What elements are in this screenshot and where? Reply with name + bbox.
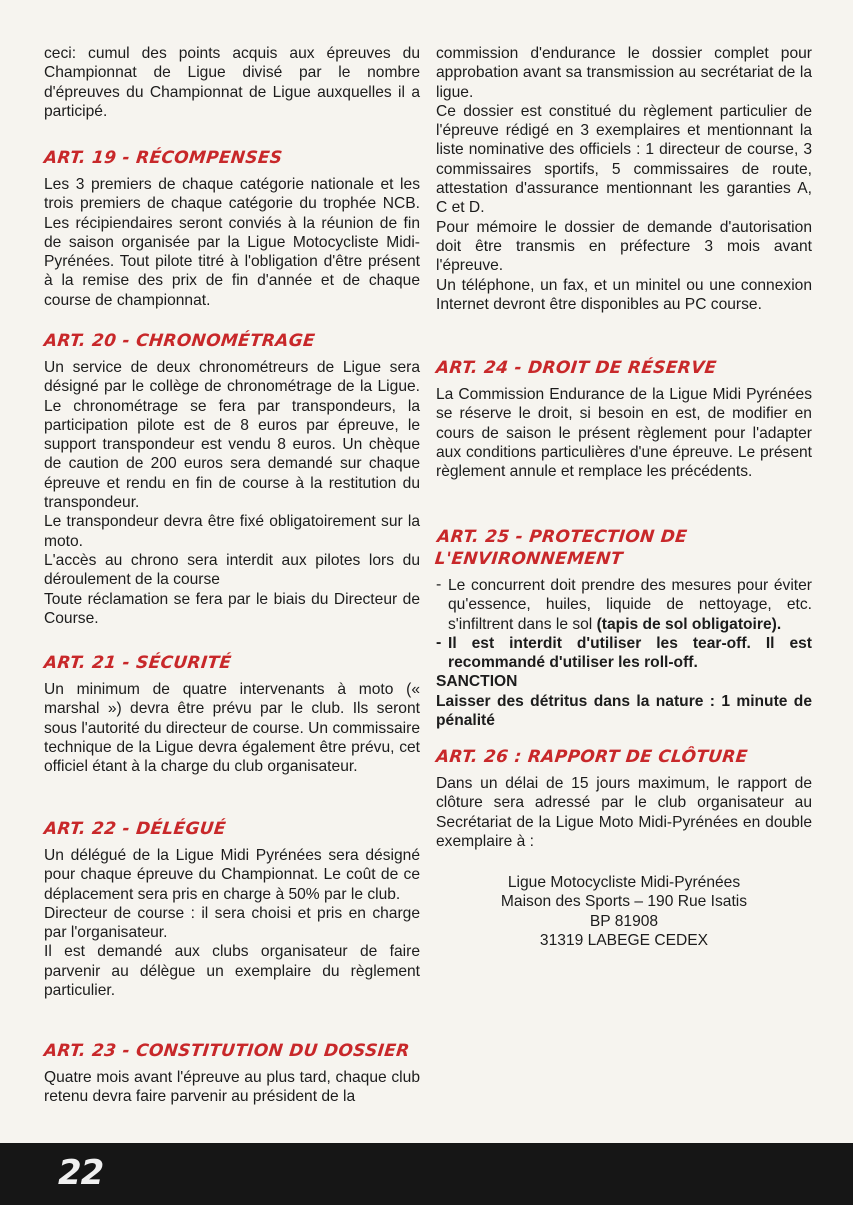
dash-bullet: - <box>436 633 442 651</box>
art19-text: Les 3 premiers de chaque catégorie nationale et les trois premiers de chaque catégorie du trophée NCB. Les récipiendaires seront conviés à la réunion de fin de saison organisée par la Ligue Motocycliste Midi-Pyrénées. Tout pilote titré à l'obligation d'être présent à la remise des prix de fin d'année et de chaque course de championnat. <box>44 176 420 309</box>
sanction-text <box>436 692 812 731</box>
art23-heading: ART. 23 - CONSTITUTION DU DOSSIER <box>42 1041 411 1061</box>
art23-p3: Pour mémoire le dossier de demande d'autorisation doit être transmis en préfecture 3 mois avant l'épreuve. <box>436 218 812 275</box>
address-line: Maison des Sports – 190 Rue Isatis <box>500 893 748 911</box>
art22-section <box>44 818 420 1000</box>
art26-heading: ART. 26 : RAPPORT DE CLÔTURE <box>434 747 749 767</box>
art24-heading: ART. 24 - DROIT DE RÉSERVE <box>434 358 718 378</box>
art25-item-1 <box>436 576 812 634</box>
art25-item-1-plain: Le concurrent doit prendre des mesures pour éviter qu'essence, huiles, liquide de nettoyage, etc. s'infiltrent dans le sol <box>448 577 812 633</box>
page-number: 22 <box>58 1153 104 1193</box>
address-line: BP 81908 <box>589 912 659 930</box>
intro-block <box>44 44 420 121</box>
art24-section <box>436 357 812 481</box>
art22-heading: ART. 22 - DÉLÉGUÉ <box>42 819 227 839</box>
art21-text: Un minimum de quatre intervenants à moto (« marshal ») devra être prévu par le club. Ils seront sous l'autorité du directeur de course. Un commissaire technique de la Ligue devra également être prévu, cet officiel étant à la charge du club organisateur. <box>44 681 420 776</box>
sanction-text-bold: Laisser des détritus dans la nature : 1 minute de pénalité <box>436 692 812 730</box>
art20-p2: Le transpondeur devra être fixé obligatoirement sur la moto. <box>44 513 420 550</box>
art25-item-2-bold: Il est interdit d'utiliser les tear-off. Il est recommandé d'utiliser les roll-off. <box>448 634 812 672</box>
sanction-label-text: SANCTION <box>436 673 518 691</box>
art23-continuation <box>436 44 812 314</box>
art25-heading: ART. 25 - PROTECTION DE L'ENVIRONNEMENT <box>433 527 689 569</box>
art20-p3: L'accès au chrono sera interdit aux pilotes lors du déroulement de la course <box>44 551 420 589</box>
art25-item-2 <box>436 634 812 673</box>
art19-heading: ART. 19 - RÉCOMPENSES <box>42 148 284 168</box>
art25-item-1-bold: (tapis de sol obligatoire). <box>596 615 782 633</box>
art25-section <box>433 526 812 730</box>
art21-section <box>44 652 420 776</box>
art20-p1: Un service de deux chronométreurs de Ligue sera désigné par le collège de chronométrage de la Ligue. Le chronométrage se fera par transpondeurs, la participation pilote est de 8 euros par épreuve, le support transpondeur est vendu 8 euros. Un chèque de caution de 200 euros sera demandé sur chaque épreuve et rendu en fin de course à la restitution du transpondeur. <box>44 359 420 512</box>
address-block <box>436 873 812 950</box>
art23-cont: commission d'endurance le dossier complet pour approbation avant sa transmission au secrétariat de la ligue. <box>436 45 812 101</box>
art23-text: Quatre mois avant l'épreuve au plus tard, chaque club retenu devra faire parvenir au président de la <box>44 1069 420 1106</box>
art21-heading: ART. 21 - SÉCURITÉ <box>42 653 233 673</box>
art20-heading: ART. 20 - CHRONOMÉTRAGE <box>42 331 316 351</box>
art25-item-1-text <box>448 576 812 634</box>
art25-item-2-text <box>448 634 812 673</box>
dash-bullet: - <box>436 576 442 593</box>
art22-p2: Directeur de course : il sera choisi et pris en charge par l'organisateur. <box>44 904 420 942</box>
art22-p1: Un délégué de la Ligue Midi Pyrénées sera désigné pour chaque épreuve du Championnat. Le coût de ce déplacement sera pris en charge à 50% par le club. <box>44 847 420 903</box>
art23-p2: Ce dossier est constitué du règlement particulier de l'épreuve rédigé en 3 exemplaires et mentionnant la liste nominative des officiels : 1 directeur de course, 3 commissaires sportifs, 5 commissaires de route, attestation d'assurance mentionnant les garanties A, C et D. <box>436 102 812 217</box>
art19-section <box>44 147 420 310</box>
address-line: Ligue Motocycliste Midi-Pyrénées <box>507 874 741 892</box>
art26-text: Dans un délai de 15 jours maximum, le rapport de clôture sera adressé par le club organisateur au Secrétariat de la Ligue Moto Midi-Pyrénées en double exemplaire à : <box>436 775 812 850</box>
footer-bar <box>0 1143 853 1205</box>
intro-paragraph: ceci: cumul des points acquis aux épreuves du Championnat de Ligue divisé par le nombre d'épreuves du Championnat de Ligue auxquelles il a participé. <box>44 45 420 120</box>
art20-section <box>44 330 420 628</box>
art23-section <box>44 1040 420 1107</box>
sanction-label <box>436 672 812 691</box>
art23-p4: Un téléphone, un fax, et un minitel ou une connexion Internet devront être disponibles au PC course. <box>436 276 812 313</box>
art24-text: La Commission Endurance de la Ligue Midi Pyrénées se réserve le droit, si besoin en est, de modifier en cours de saison le présent règlement pour l'adapter aux conditions particulières d'une épreuve. Le présent règlement annule et remplace les précédents. <box>436 386 812 481</box>
art26-section <box>436 746 812 950</box>
address-line: 31319 LABEGE CEDEX <box>539 932 709 950</box>
art20-p4: Toute réclamation se fera par le biais du Directeur de Course. <box>44 590 420 627</box>
art22-p3: Il est demandé aux clubs organisateur de faire parvenir au délègue un exemplaire du règlement particulier. <box>44 943 420 1000</box>
